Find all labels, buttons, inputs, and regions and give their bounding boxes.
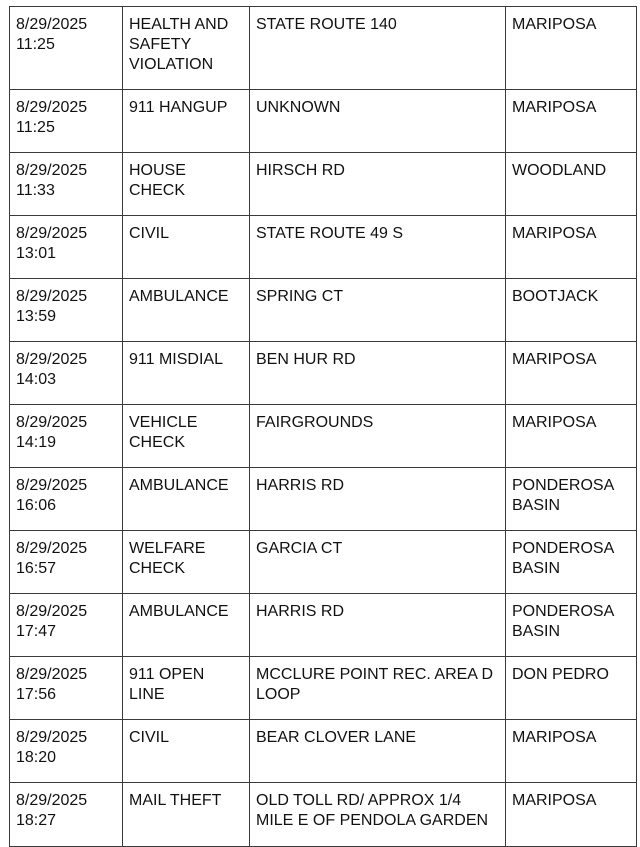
- date-text: 8/29/2025: [16, 225, 88, 242]
- datetime-cell: [10, 657, 123, 720]
- city-cell: PONDEROSA BASIN: [506, 468, 637, 531]
- date-text: 8/29/2025: [16, 351, 88, 368]
- table-row: [10, 468, 637, 531]
- city-cell: MARIPOSA: [506, 720, 637, 783]
- time-text: 14:19: [16, 434, 57, 451]
- call-type-cell: VEHICLE CHECK: [123, 405, 250, 468]
- datetime-cell: [10, 153, 123, 216]
- time-text: 16:57: [16, 560, 57, 577]
- call-type-cell: CIVIL: [123, 216, 250, 279]
- city-cell: MARIPOSA: [506, 90, 637, 153]
- location-cell: HARRIS RD: [250, 468, 506, 531]
- call-log-table: [9, 6, 637, 847]
- time-text: 11:25: [16, 36, 55, 53]
- time-text: 18:27: [16, 812, 57, 829]
- city-cell: MARIPOSA: [506, 7, 637, 90]
- datetime-cell: [10, 7, 123, 90]
- city-cell: DON PEDRO: [506, 657, 637, 720]
- table-row: [10, 279, 637, 342]
- location-cell: STATE ROUTE 49 S: [250, 216, 506, 279]
- date-text: 8/29/2025: [16, 162, 88, 179]
- date-text: 8/29/2025: [16, 288, 88, 305]
- location-cell: BEN HUR RD: [250, 342, 506, 405]
- datetime-cell: [10, 594, 123, 657]
- datetime-cell: [10, 405, 123, 468]
- call-type-cell: HEALTH AND SAFETY VIOLATION: [123, 7, 250, 90]
- date-text: 8/29/2025: [16, 603, 88, 620]
- date-text: 8/29/2025: [16, 414, 88, 431]
- table-row: [10, 531, 637, 594]
- time-text: 13:59: [16, 308, 57, 325]
- location-cell: UNKNOWN: [250, 90, 506, 153]
- time-text: 13:01: [16, 245, 57, 262]
- table-row: [10, 720, 637, 783]
- datetime-cell: [10, 531, 123, 594]
- date-text: 8/29/2025: [16, 729, 88, 746]
- table-row: [10, 90, 637, 153]
- city-cell: BOOTJACK: [506, 279, 637, 342]
- time-text: 17:56: [16, 686, 57, 703]
- datetime-cell: [10, 720, 123, 783]
- table-row: [10, 342, 637, 405]
- call-type-cell: 911 MISDIAL: [123, 342, 250, 405]
- datetime-cell: [10, 468, 123, 531]
- time-text: 16:06: [16, 497, 57, 514]
- datetime-cell: [10, 216, 123, 279]
- table-row: [10, 216, 637, 279]
- location-cell: HARRIS RD: [250, 594, 506, 657]
- call-type-cell: AMBULANCE: [123, 468, 250, 531]
- location-cell: HIRSCH RD: [250, 153, 506, 216]
- call-type-cell: AMBULANCE: [123, 594, 250, 657]
- time-text: 17:47: [16, 623, 57, 640]
- call-type-cell: 911 HANGUP: [123, 90, 250, 153]
- call-type-cell: WELFARE CHECK: [123, 531, 250, 594]
- location-cell: FAIRGROUNDS: [250, 405, 506, 468]
- datetime-cell: [10, 90, 123, 153]
- datetime-cell: [10, 342, 123, 405]
- call-type-cell: HOUSE CHECK: [123, 153, 250, 216]
- city-cell: PONDEROSA BASIN: [506, 594, 637, 657]
- table-row: [10, 594, 637, 657]
- table-row: [10, 153, 637, 216]
- date-text: 8/29/2025: [16, 666, 88, 683]
- date-text: 8/29/2025: [16, 540, 88, 557]
- city-cell: WOODLAND: [506, 153, 637, 216]
- city-cell: PONDEROSA BASIN: [506, 531, 637, 594]
- city-cell: MARIPOSA: [506, 783, 637, 847]
- time-text: 14:03: [16, 371, 57, 388]
- time-text: 18:20: [16, 749, 57, 766]
- location-cell: GARCIA CT: [250, 531, 506, 594]
- call-type-cell: MAIL THEFT: [123, 783, 250, 847]
- table-row: [10, 783, 637, 847]
- location-cell: STATE ROUTE 140: [250, 7, 506, 90]
- location-cell: OLD TOLL RD/ APPROX 1/4 MILE E OF PENDOLA GARDEN: [250, 783, 506, 847]
- datetime-cell: [10, 279, 123, 342]
- call-type-cell: 911 OPEN LINE: [123, 657, 250, 720]
- date-text: 8/29/2025: [16, 792, 88, 809]
- date-text: 8/29/2025: [16, 99, 88, 116]
- city-cell: MARIPOSA: [506, 405, 637, 468]
- location-cell: BEAR CLOVER LANE: [250, 720, 506, 783]
- location-cell: SPRING CT: [250, 279, 506, 342]
- datetime-cell: [10, 783, 123, 847]
- call-type-cell: AMBULANCE: [123, 279, 250, 342]
- call-log-body: [10, 7, 637, 847]
- call-type-cell: CIVIL: [123, 720, 250, 783]
- date-text: 8/29/2025: [16, 477, 88, 494]
- table-row: [10, 405, 637, 468]
- time-text: 11:25: [16, 119, 55, 136]
- date-text: 8/29/2025: [16, 16, 88, 33]
- city-cell: MARIPOSA: [506, 342, 637, 405]
- location-cell: MCCLURE POINT REC. AREA D LOOP: [250, 657, 506, 720]
- table-row: [10, 657, 637, 720]
- table-row: [10, 7, 637, 90]
- time-text: 11:33: [16, 182, 55, 199]
- city-cell: MARIPOSA: [506, 216, 637, 279]
